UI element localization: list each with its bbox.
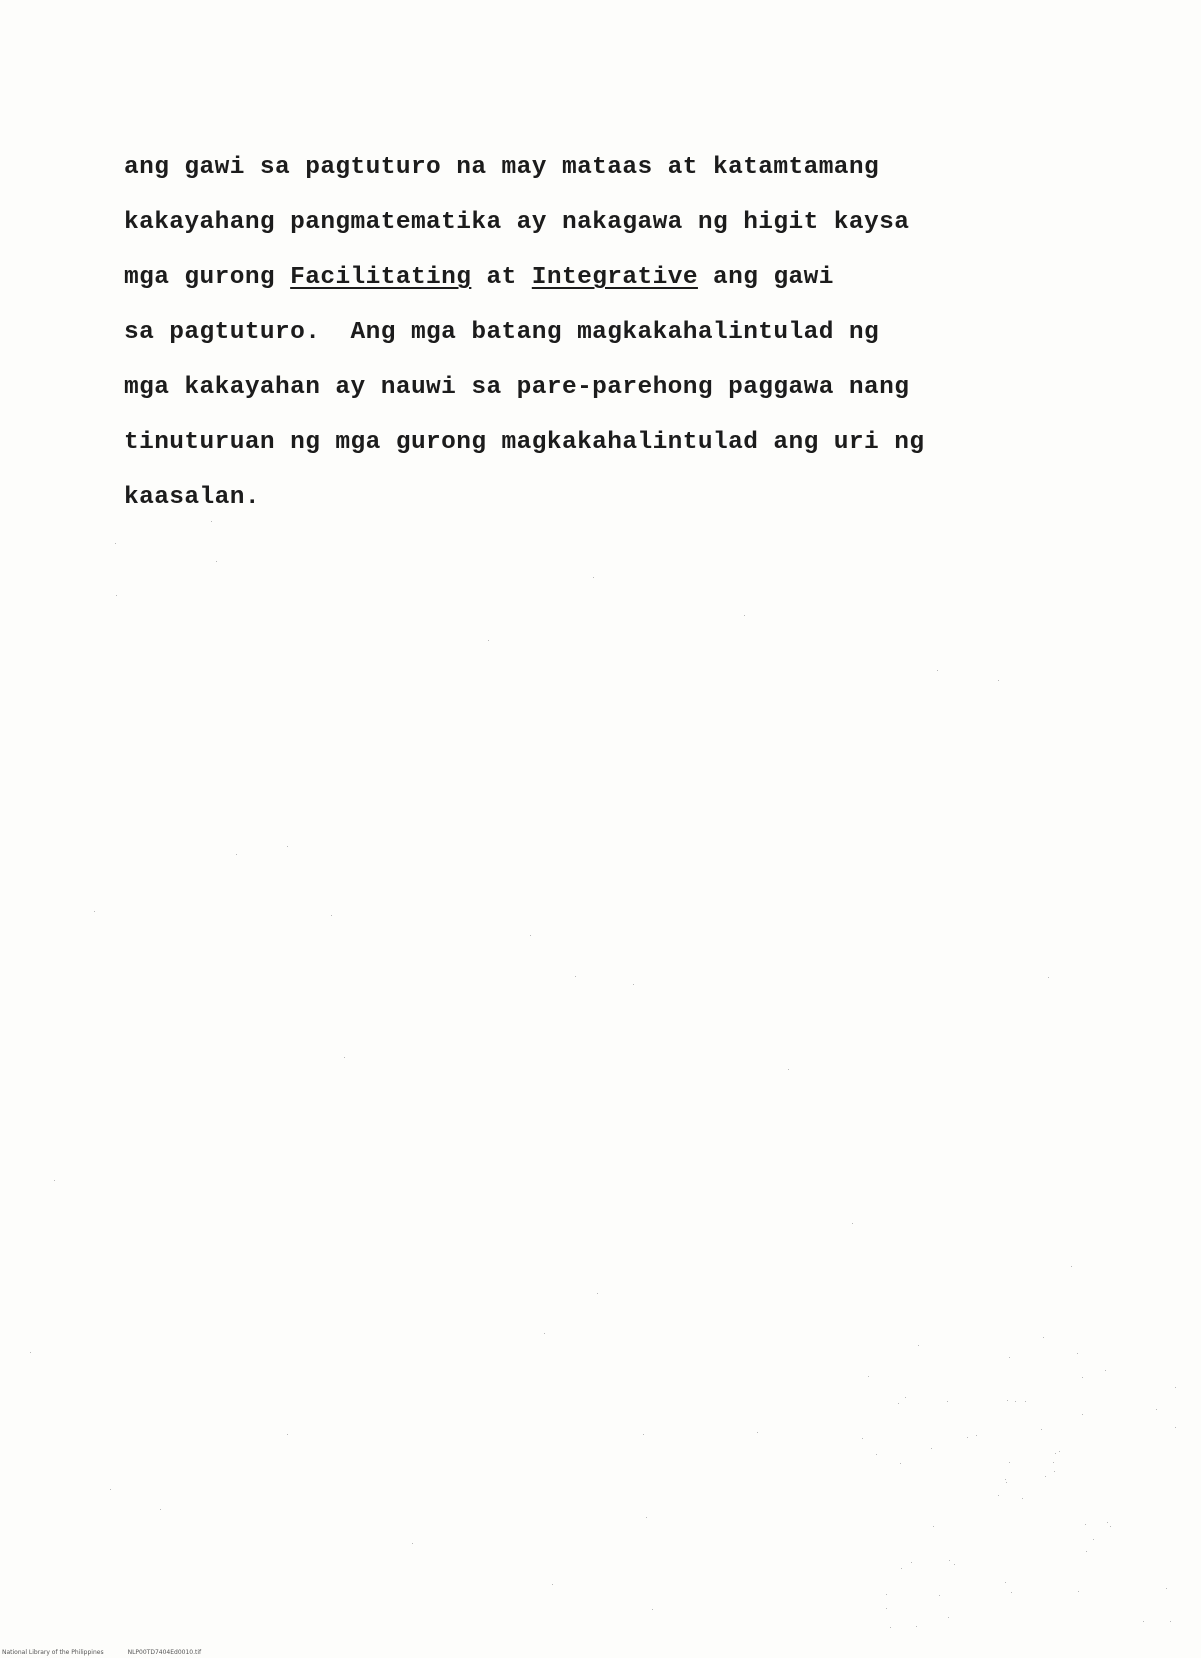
scan-speck: [287, 846, 288, 847]
scan-speck: [1105, 1370, 1106, 1371]
scan-speck: [1041, 1429, 1042, 1430]
scan-speck: [110, 1489, 111, 1490]
scan-speck: [744, 615, 745, 616]
scan-speck: [1175, 1427, 1176, 1428]
scan-speck: [211, 521, 212, 522]
text-line: [124, 250, 1044, 305]
scan-speck: [1143, 1621, 1144, 1622]
text-segment: mga gurong: [124, 264, 291, 291]
scan-speck: [954, 1564, 955, 1565]
text-segment: mga kakayahan ay nauwi sa pare-parehong paggawa nang: [124, 374, 910, 401]
scan-speck: [1166, 1588, 1167, 1589]
scan-speck: [287, 1434, 288, 1435]
scan-speck: [900, 1463, 901, 1464]
scan-speck: [530, 935, 531, 936]
scan-speck: [646, 1517, 647, 1518]
scan-speck: [1077, 1353, 1078, 1354]
scan-speck: [1006, 1482, 1007, 1483]
text-line: [124, 360, 1044, 415]
scan-speck: [344, 1057, 345, 1058]
footer-library: National Library of the Philippines: [2, 1649, 104, 1656]
footer-filename: NLP00TD7404Ed0010.tif: [127, 1649, 202, 1656]
text-line: [124, 470, 1044, 525]
scan-speck: [1025, 1401, 1026, 1402]
scan-speck: [1055, 1453, 1056, 1454]
scan-speck: [1082, 1414, 1083, 1415]
scan-speck: [593, 577, 594, 578]
scan-speck: [236, 854, 237, 855]
scan-speck: [1156, 1409, 1157, 1410]
scan-speck: [1009, 1462, 1010, 1463]
scan-speck: [1078, 1591, 1079, 1592]
scan-speck: [918, 1345, 919, 1346]
scan-speck: [597, 1293, 598, 1294]
text-segment: tinuturuan ng mga gurong magkakahalintulad ang uri ng: [124, 429, 925, 456]
scan-speck: [852, 1223, 853, 1224]
text-line: [124, 415, 1044, 470]
scan-speck: [862, 1438, 863, 1439]
scan-speck: [898, 1403, 899, 1404]
text-line: [124, 305, 1044, 360]
scan-speck: [488, 640, 489, 641]
scan-speck: [1009, 1357, 1010, 1358]
scan-speck: [1007, 1400, 1008, 1401]
text-segment: ang gawi: [697, 264, 834, 291]
text-segment: kakayahang pangmatematika ay nakagawa ng higit kaysa: [124, 209, 910, 236]
scan-footer: [2, 1649, 225, 1656]
scan-speck: [575, 976, 576, 977]
scan-speck: [1053, 1462, 1054, 1463]
scan-speck: [1170, 1621, 1171, 1622]
scan-speck: [931, 1448, 932, 1449]
scan-speck: [160, 1509, 161, 1510]
scan-speck: [115, 543, 116, 544]
underlined-term: Integrative: [531, 264, 698, 291]
scan-speck: [886, 1594, 887, 1595]
text-line: [124, 195, 1044, 250]
scan-speck: [976, 1435, 977, 1436]
scan-speck: [552, 1584, 553, 1585]
scan-speck: [948, 1617, 949, 1618]
scan-speck: [54, 1180, 55, 1181]
scan-speck: [1086, 1551, 1087, 1552]
scan-speck: [886, 1608, 887, 1609]
document-body: [124, 140, 1044, 525]
scan-speck: [933, 1526, 934, 1527]
scan-speck: [1175, 1387, 1176, 1388]
underlined-term: Facilitating: [290, 264, 472, 291]
scan-speck: [788, 1069, 789, 1070]
scan-speck: [1082, 1377, 1083, 1378]
scan-speck: [1093, 1539, 1094, 1540]
scan-speck: [643, 1434, 644, 1435]
text-segment: sa pagtuturo. Ang mga batang magkakahalintulad ng: [124, 319, 880, 346]
scan-speck: [652, 1609, 653, 1610]
scan-speck: [216, 561, 217, 562]
text-line: [124, 140, 1044, 195]
scan-speck: [1071, 1266, 1072, 1267]
scan-speck: [412, 1543, 413, 1544]
scan-speck: [937, 670, 938, 671]
scan-speck: [876, 1454, 877, 1455]
scan-speck: [633, 984, 634, 985]
scan-speck: [890, 1627, 891, 1628]
scan-speck: [901, 1568, 902, 1569]
scan-speck: [757, 1432, 758, 1433]
scan-speck: [998, 1495, 999, 1496]
scan-speck: [1085, 1524, 1086, 1525]
scan-speck: [905, 1397, 906, 1398]
scan-speck: [1011, 1592, 1012, 1593]
text-segment: ang gawi sa pagtuturo na may mataas at katamtamang: [124, 154, 880, 181]
scan-speck: [1015, 1401, 1016, 1402]
scan-speck: [331, 915, 332, 916]
scan-speck: [1043, 1337, 1044, 1338]
scan-speck: [967, 1437, 968, 1438]
scan-speck: [947, 1401, 948, 1402]
scan-speck: [30, 1352, 31, 1353]
scan-speck: [916, 1626, 917, 1627]
scan-speck: [911, 1562, 912, 1563]
scan-speck: [939, 1595, 940, 1596]
scan-speck: [998, 680, 999, 681]
scan-speck: [94, 911, 95, 912]
scan-speck: [949, 1560, 950, 1561]
scan-speck: [1005, 1582, 1006, 1583]
text-segment: at: [471, 264, 532, 291]
scan-speck: [1054, 1471, 1055, 1472]
scan-speck: [1048, 977, 1049, 978]
scan-speck: [1005, 1479, 1006, 1480]
scan-speck: [1045, 1476, 1046, 1477]
scan-speck: [868, 1376, 869, 1377]
scan-speck: [544, 1333, 545, 1334]
scan-speck: [1110, 1526, 1111, 1527]
scan-speck: [1107, 1522, 1108, 1523]
scan-speck: [1022, 1498, 1023, 1499]
scan-speck: [116, 595, 117, 596]
text-segment: kaasalan.: [124, 484, 260, 511]
scan-speck: [1059, 1451, 1060, 1452]
